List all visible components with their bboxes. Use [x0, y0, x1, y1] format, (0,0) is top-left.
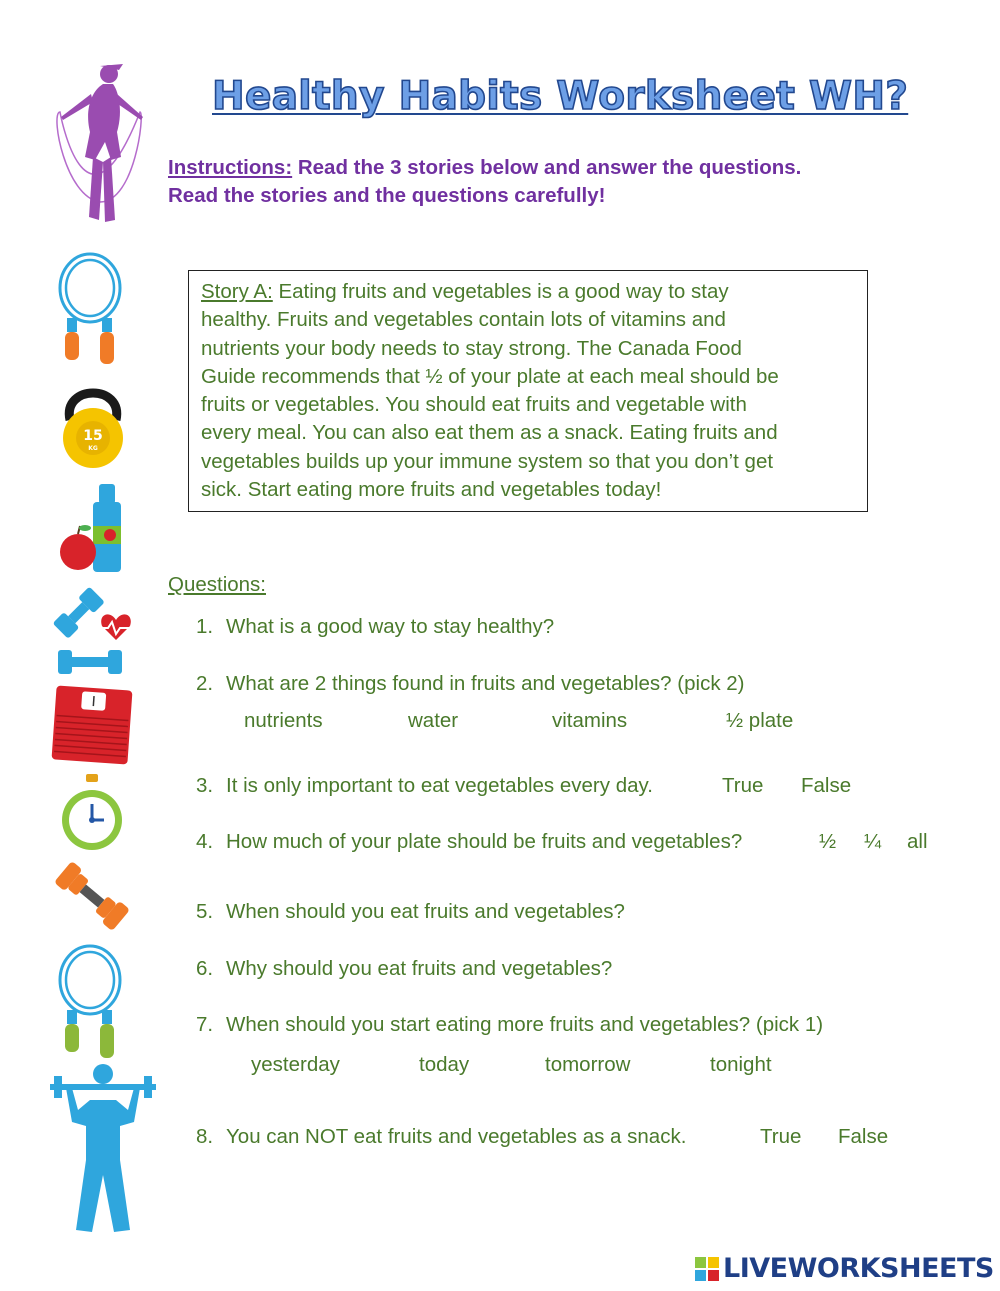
- jump-rope-woman-icon: [45, 52, 155, 242]
- answer-option[interactable]: today: [419, 1053, 470, 1076]
- question-text: How much of your plate should be fruits and vegetables?: [226, 830, 743, 853]
- answer-option[interactable]: nutrients: [244, 709, 323, 732]
- story-line: Story A: Eating fruits and vegetables is a good way to stay: [201, 280, 729, 303]
- question-number: 4.: [196, 830, 214, 853]
- question-number: 1.: [196, 615, 214, 638]
- svg-text:KG: KG: [88, 445, 98, 452]
- question-number: 7.: [196, 1013, 214, 1036]
- answer-option[interactable]: vitamins: [552, 709, 628, 732]
- answer-option[interactable]: water: [408, 709, 459, 732]
- question-text: What are 2 things found in fruits and vegetables? (pick 2): [226, 672, 745, 695]
- instructions-line-1: Instructions: Read the 3 stories below and answer the questions.: [168, 156, 802, 179]
- story-line: every meal. You can also eat them as a snack. Eating fruits and: [201, 421, 778, 444]
- answer-option-false[interactable]: False: [838, 1125, 889, 1148]
- story-label: Story A:: [201, 280, 273, 303]
- question-6: [0, 957, 1000, 983]
- question-number: 3.: [196, 774, 214, 797]
- question-number: 8.: [196, 1125, 214, 1148]
- question-text: When should you eat fruits and vegetables?: [226, 900, 625, 923]
- jump-rope-blue-icon: [52, 248, 132, 370]
- worksheet-title: Healthy Habits Worksheet WH?: [212, 74, 909, 119]
- question-text: What is a good way to stay healthy?: [226, 615, 555, 638]
- answer-option[interactable]: ½: [819, 830, 837, 853]
- liveworksheets-logo[interactable]: [695, 1253, 994, 1284]
- question-text: It is only important to eat vegetables every day.: [226, 774, 653, 797]
- question-text: You can NOT eat fruits and vegetables as a snack.: [226, 1125, 687, 1148]
- answer-option[interactable]: all: [907, 830, 928, 853]
- question-7: [0, 1013, 1000, 1039]
- question-2: [0, 672, 1000, 698]
- kettlebell-icon: [58, 380, 128, 472]
- svg-text:15: 15: [83, 428, 103, 444]
- answer-option[interactable]: yesterday: [251, 1053, 340, 1076]
- questions-heading: Questions:: [168, 573, 266, 596]
- apple-bottle-icon: [56, 482, 126, 576]
- story-line: sick. Start eating more fruits and vegetables today!: [201, 478, 662, 501]
- story-line: vegetables builds up your immune system so that you don’t get: [201, 450, 774, 473]
- story-box: [188, 270, 868, 512]
- answer-option[interactable]: tonight: [710, 1053, 772, 1076]
- answer-option-true[interactable]: True: [760, 1125, 802, 1148]
- question-text: Why should you eat fruits and vegetables?: [226, 957, 613, 980]
- story-line: fruits or vegetables. You should eat fruits and vegetable with: [201, 393, 747, 416]
- logo-blocks-icon: [695, 1257, 719, 1281]
- question-5: [0, 900, 1000, 926]
- question-number: 5.: [196, 900, 214, 923]
- answer-option[interactable]: tomorrow: [545, 1053, 631, 1076]
- instructions-line-2: Read the stories and the questions carefully!: [168, 184, 606, 207]
- answer-option-true[interactable]: True: [722, 774, 764, 797]
- answer-option-false[interactable]: False: [801, 774, 852, 797]
- story-line: Guide recommends that ½ of your plate at each meal should be: [201, 365, 779, 388]
- answer-option[interactable]: ¼: [864, 830, 882, 853]
- logo-text: LIVEWORKSHEETS: [723, 1253, 994, 1284]
- question-number: 6.: [196, 957, 214, 980]
- question-1: [0, 615, 1000, 641]
- story-line: healthy. Fruits and vegetables contain lots of vitamins and: [201, 308, 726, 331]
- question-4: [0, 830, 1000, 856]
- question-number: 2.: [196, 672, 214, 695]
- story-line: nutrients your body needs to stay strong. The Canada Food: [201, 337, 742, 360]
- instructions-label: Instructions:: [168, 156, 293, 179]
- question-text: When should you start eating more fruits and vegetables? (pick 1): [226, 1013, 824, 1036]
- answer-option[interactable]: ½ plate: [726, 709, 794, 732]
